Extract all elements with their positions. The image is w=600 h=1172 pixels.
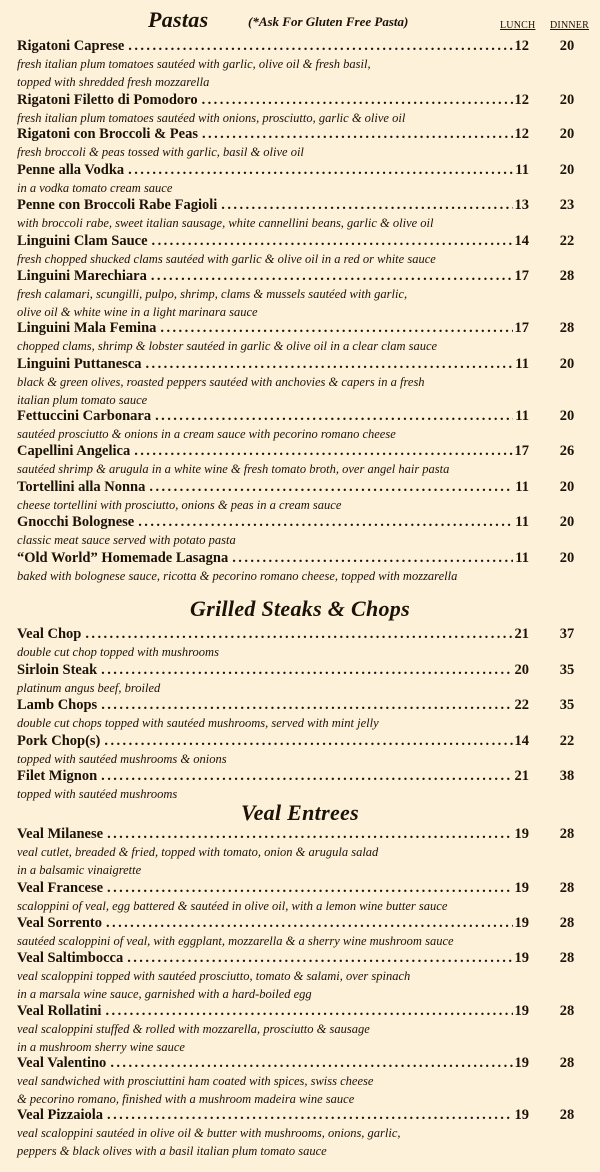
menu-item-description: & pecorino romano, finished with a mushroom madeira wine sauce: [17, 1092, 355, 1106]
menu-item: [17, 479, 587, 514]
menu-item-name: Gnocchi Bolognese: [17, 514, 135, 530]
dinner-column-header: DINNER: [550, 20, 589, 31]
menu-item-line: [17, 1107, 529, 1124]
menu-item-description: cheese tortellini with prosciutto, onions & peas in a cream sauce: [17, 498, 342, 512]
menu-item-name: Linguini Puttanesca: [17, 356, 142, 372]
menu-item-name: Sirloin Steak: [17, 662, 98, 678]
dot-leader: [107, 880, 512, 897]
dinner-price: 20: [559, 162, 575, 178]
menu-item: [17, 662, 587, 697]
lunch-price: 17: [514, 320, 529, 336]
dot-leader: [202, 92, 513, 109]
dinner-price: 20: [559, 92, 575, 108]
lunch-price: 19: [514, 1055, 529, 1071]
lunch-price: 12: [514, 126, 529, 142]
veal-title: Veal Entrees: [241, 800, 359, 825]
menu-item-line: [17, 408, 529, 425]
dinner-price: 28: [559, 915, 575, 931]
lunch-price: 11: [515, 356, 529, 372]
lunch-price: 22: [514, 697, 529, 713]
dot-leader: [110, 1055, 512, 1072]
menu-item-name: Rigatoni Filetto di Pomodoro: [17, 92, 198, 108]
menu-item-name: Rigatoni con Broccoli & Peas: [17, 126, 198, 142]
menu-item-description: fresh broccoli & peas tossed with garlic, basil & olive oil: [17, 145, 304, 159]
menu-item: [17, 268, 587, 321]
menu-item-name: Veal Saltimbocca: [17, 950, 124, 966]
menu-item-line: [17, 356, 529, 373]
menu-item: [17, 197, 587, 232]
lunch-price: 12: [514, 92, 529, 108]
menu-item-description: italian plum tomato sauce: [17, 393, 148, 407]
lunch-price: 11: [515, 408, 529, 424]
menu-item-description: fresh calamari, scungilli, pulpo, shrimp, clams & mussels sautéed with garlic,: [17, 287, 408, 301]
menu-item-description: black & green olives, roasted peppers sautéed with anchovies & capers in a fresh: [17, 375, 425, 389]
menu-item-line: [17, 92, 529, 109]
menu-item-description: topped with sautéed mushrooms: [17, 787, 178, 801]
dot-leader: [101, 697, 512, 714]
menu-item-description: double cut chop topped with mushrooms: [17, 645, 219, 659]
dinner-price: 28: [559, 1003, 575, 1019]
menu-item: [17, 126, 587, 161]
lunch-price: 21: [514, 626, 529, 642]
menu-item-description: veal cutlet, breaded & fried, topped with tomato, onion & arugula salad: [17, 845, 379, 859]
dinner-price: 20: [559, 408, 575, 424]
menu-item-name: Tortellini alla Nonna: [17, 479, 146, 495]
dot-leader: [101, 768, 512, 785]
menu-item-name: Fettuccini Carbonara: [17, 408, 152, 424]
dinner-price: 20: [559, 550, 575, 566]
dinner-price: 23: [559, 197, 575, 213]
menu-item-name: Veal Sorrento: [17, 915, 102, 931]
menu-item-description: veal scaloppini sautéed in olive oil & butter with mushrooms, onions, garlic,: [17, 1126, 401, 1140]
dot-leader: [134, 443, 512, 460]
menu-item-description: veal scaloppini stuffed & rolled with mozzarella, prosciutto & sausage: [17, 1022, 370, 1036]
lunch-price: 20: [514, 662, 529, 678]
menu-item-name: Filet Mignon: [17, 768, 98, 784]
menu-item-line: [17, 768, 529, 785]
dot-leader: [107, 1107, 512, 1124]
dinner-price: 28: [559, 1055, 575, 1071]
menu-item-name: Pork Chop(s): [17, 733, 101, 749]
menu-item: [17, 320, 587, 355]
menu-item-description: sautéed shrimp & arugula in a white wine & fresh tomato broth, over angel hair pasta: [17, 462, 450, 476]
dot-leader: [151, 268, 513, 285]
menu-item-description: baked with bolognese sauce, ricotta & pecorino romano cheese, topped with mozzarella: [17, 569, 458, 583]
menu-item-line: [17, 662, 529, 679]
menu-item-name: Veal Chop: [17, 626, 82, 642]
menu-item: [17, 626, 587, 661]
menu-item-description: fresh italian plum tomatoes sautéed with garlic, olive oil & fresh basil,: [17, 57, 371, 71]
dinner-price: 28: [559, 826, 575, 842]
lunch-price: 17: [514, 268, 529, 284]
lunch-price: 11: [515, 514, 529, 530]
menu-item-description: classic meat sauce served with potato pasta: [17, 533, 236, 547]
menu-item-line: [17, 38, 529, 55]
menu-item-line: [17, 1003, 529, 1020]
menu-item-description: fresh chopped shucked clams sautéed with garlic & olive oil in a red or white sauce: [17, 252, 436, 266]
menu-item-description: scaloppini of veal, egg battered & sautéed in olive oil, with a lemon wine butter sauce: [17, 899, 448, 913]
menu-item: [17, 697, 587, 732]
menu-item: [17, 826, 587, 879]
dinner-price: 28: [559, 950, 575, 966]
menu-item: [17, 733, 587, 768]
menu-item-name: Linguini Marechiara: [17, 268, 147, 284]
menu-item-name: Veal Francese: [17, 880, 104, 896]
dinner-price: 35: [559, 697, 575, 713]
menu-item-name: Linguini Clam Sauce: [17, 233, 148, 249]
lunch-price: 11: [515, 162, 529, 178]
lunch-price: 17: [514, 443, 529, 459]
menu-item-line: [17, 950, 529, 967]
dot-leader: [105, 1003, 512, 1020]
menu-item: [17, 1055, 587, 1108]
lunch-price: 19: [514, 826, 529, 842]
dot-leader: [128, 38, 512, 55]
dot-leader: [202, 126, 513, 143]
dinner-price: 20: [559, 514, 575, 530]
menu-item-name: Penne alla Vodka: [17, 162, 125, 178]
menu-item-line: [17, 733, 529, 750]
dinner-price: 22: [559, 733, 575, 749]
menu-item-description: in a balsamic vinaigrette: [17, 863, 142, 877]
lunch-price: 14: [514, 233, 529, 249]
menu-item-line: [17, 550, 529, 567]
menu-item-name: Lamb Chops: [17, 697, 98, 713]
menu-item: [17, 443, 587, 478]
menu-item: [17, 233, 587, 268]
menu-item-description: peppers & black olives with a basil italian plum tomato sauce: [17, 1144, 327, 1158]
menu-item-name: Veal Pizzaiola: [17, 1107, 104, 1123]
menu-item-line: [17, 162, 529, 179]
menu-item-line: [17, 320, 529, 337]
dinner-price: 28: [559, 1107, 575, 1123]
dinner-price: 35: [559, 662, 575, 678]
menu-item: [17, 768, 587, 803]
lunch-price: 12: [514, 38, 529, 54]
menu-item-name: Linguini Mala Femina: [17, 320, 157, 336]
menu-item-description: chopped clams, shrimp & lobster sautéed in garlic & olive oil in a clear clam sauce: [17, 339, 438, 353]
menu-item-description: veal sandwiched with prosciuttini ham coated with spices, swiss cheese: [17, 1074, 374, 1088]
steaks-title: Grilled Steaks & Chops: [190, 596, 410, 621]
dot-leader: [221, 197, 512, 214]
menu-item-line: [17, 880, 529, 897]
lunch-price: 19: [514, 880, 529, 896]
menu-item-description: double cut chops topped with sautéed mushrooms, served with mint jelly: [17, 716, 379, 730]
pastas-header: [0, 0, 600, 40]
dot-leader: [138, 514, 513, 531]
menu-item-line: [17, 233, 529, 250]
menu-item-description: veal scaloppini topped with sautéed prosciutto, tomato & salami, over spinach: [17, 969, 411, 983]
menu-item-description: with broccoli rabe, sweet italian sausage, white cannellini beans, garlic & olive oil: [17, 216, 434, 230]
menu-item: [17, 880, 587, 915]
menu-item-description: topped with shredded fresh mozzarella: [17, 75, 210, 89]
pastas-title: Pastas: [148, 7, 209, 32]
dot-leader: [160, 320, 512, 337]
dot-leader: [106, 915, 513, 932]
dot-leader: [145, 356, 513, 373]
menu-item-description: topped with sautéed mushrooms & onions: [17, 752, 227, 766]
lunch-price: 19: [514, 915, 529, 931]
menu-item-line: [17, 197, 529, 214]
lunch-column-header: LUNCH: [500, 20, 536, 31]
menu-item-description: in a vodka tomato cream sauce: [17, 181, 173, 195]
menu-item-line: [17, 915, 529, 932]
menu-item-name: Penne con Broccoli Rabe Fagioli: [17, 197, 218, 213]
menu-item-line: [17, 443, 529, 460]
menu-item-line: [17, 697, 529, 714]
menu-item-description: olive oil & white wine in a light marinara sauce: [17, 305, 258, 319]
dot-leader: [85, 626, 512, 643]
dinner-price: 20: [559, 356, 575, 372]
menu-item-name: Veal Rollatini: [17, 1003, 102, 1019]
menu-item-description: platinum angus beef, broiled: [17, 681, 161, 695]
lunch-price: 11: [515, 550, 529, 566]
menu-item: [17, 915, 587, 950]
menu-item-description: sautéed prosciutto & onions in a cream sauce with pecorino romano cheese: [17, 427, 396, 441]
menu-item-name: Rigatoni Caprese: [17, 38, 125, 54]
menu-item: [17, 950, 587, 1003]
dinner-price: 26: [559, 443, 575, 459]
lunch-price: 19: [514, 950, 529, 966]
dinner-price: 28: [559, 268, 575, 284]
menu-item-name: Veal Valentino: [17, 1055, 107, 1071]
menu-item-description: sautéed scaloppini of veal, with eggplant, mozzarella & a sherry wine mushroom sauce: [17, 934, 454, 948]
menu-item-description: in a marsala wine sauce, garnished with a hard-boiled egg: [17, 987, 312, 1001]
menu-item-line: [17, 479, 529, 496]
dot-leader: [104, 733, 512, 750]
menu-item-line: [17, 268, 529, 285]
menu-item-name: Capellini Angelica: [17, 443, 131, 459]
dinner-price: 20: [559, 38, 575, 54]
dot-leader: [149, 479, 513, 496]
lunch-price: 11: [515, 479, 529, 495]
menu-item: [17, 550, 587, 585]
lunch-price: 14: [514, 733, 529, 749]
dinner-price: 37: [559, 626, 575, 642]
dot-leader: [101, 662, 512, 679]
lunch-price: 21: [514, 768, 529, 784]
menu-item: [17, 514, 587, 549]
dinner-price: 38: [559, 768, 575, 784]
dinner-price: 28: [559, 320, 575, 336]
menu-item-name: “Old World” Homemade Lasagna: [17, 550, 229, 566]
menu-item: [17, 408, 587, 443]
dinner-price: 28: [559, 880, 575, 896]
menu-item: [17, 356, 587, 409]
dinner-price: 22: [559, 233, 575, 249]
menu-item-line: [17, 126, 529, 143]
dinner-price: 20: [559, 479, 575, 495]
dot-leader: [128, 162, 513, 179]
menu-item-name: Veal Milanese: [17, 826, 104, 842]
menu-item-description: fresh italian plum tomatoes sautéed with onions, prosciutto, garlic & olive oil: [17, 111, 406, 125]
dinner-price: 20: [559, 126, 575, 142]
menu-item: [17, 1003, 587, 1056]
dot-leader: [107, 826, 512, 843]
dot-leader: [152, 233, 513, 250]
dot-leader: [232, 550, 513, 567]
lunch-price: 13: [514, 197, 529, 213]
dot-leader: [127, 950, 512, 967]
menu-item: [17, 1107, 587, 1160]
menu-item-line: [17, 514, 529, 531]
menu-item-line: [17, 626, 529, 643]
menu-item: [17, 162, 587, 197]
menu-item: [17, 38, 587, 91]
gluten-free-note: (*Ask For Gluten Free Pasta): [248, 14, 409, 29]
steaks-header: [0, 596, 600, 626]
lunch-price: 19: [514, 1107, 529, 1123]
menu-item-line: [17, 1055, 529, 1072]
menu-item-line: [17, 826, 529, 843]
menu-item-description: in a mushroom sherry wine sauce: [17, 1040, 185, 1054]
dot-leader: [155, 408, 513, 425]
menu-item: [17, 92, 587, 127]
lunch-price: 19: [514, 1003, 529, 1019]
